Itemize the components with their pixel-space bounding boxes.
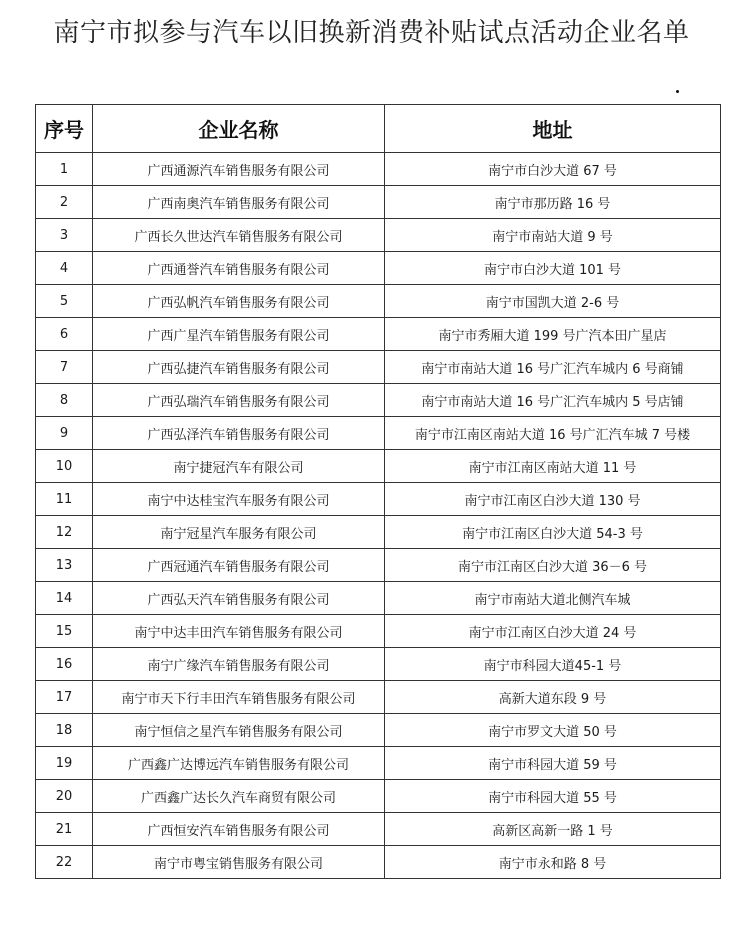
serial-number-cell: 16 [36, 648, 93, 681]
address-cell: 南宁市国凯大道 2-6 号 [385, 285, 721, 318]
address-cell: 南宁市白沙大道 67 号 [385, 153, 721, 186]
stray-dot-mark [676, 90, 679, 93]
serial-number-cell: 10 [36, 450, 93, 483]
address-cell: 南宁市南站大道 9 号 [385, 219, 721, 252]
serial-number-cell: 15 [36, 615, 93, 648]
company-name-cell: 广西鑫广达长久汽车商贸有限公司 [93, 780, 385, 813]
table-row [36, 252, 721, 285]
serial-number-cell: 7 [36, 351, 93, 384]
table-row [36, 648, 721, 681]
serial-number-cell: 21 [36, 813, 93, 846]
table-row [36, 417, 721, 450]
company-name-cell: 广西长久世达汽车销售服务有限公司 [93, 219, 385, 252]
table-row [36, 714, 721, 747]
company-name-cell: 广西冠通汽车销售服务有限公司 [93, 549, 385, 582]
table-row [36, 516, 721, 549]
table-body [36, 153, 721, 879]
serial-number-cell: 12 [36, 516, 93, 549]
address-cell: 高新区高新一路 1 号 [385, 813, 721, 846]
table-row [36, 384, 721, 417]
table-row [36, 285, 721, 318]
header-serial-number: 序号 [36, 105, 93, 153]
address-cell: 南宁市秀厢大道 199 号广汽本田广星店 [385, 318, 721, 351]
company-name-cell: 广西弘帆汽车销售服务有限公司 [93, 285, 385, 318]
company-name-cell: 南宁中达丰田汽车销售服务有限公司 [93, 615, 385, 648]
table-row [36, 483, 721, 516]
address-cell: 南宁市罗文大道 50 号 [385, 714, 721, 747]
serial-number-cell: 6 [36, 318, 93, 351]
table-row [36, 747, 721, 780]
company-name-cell: 广西弘瑞汽车销售服务有限公司 [93, 384, 385, 417]
address-cell: 南宁市江南区南站大道 16 号广汇汽车城 7 号楼 [385, 417, 721, 450]
serial-number-cell: 2 [36, 186, 93, 219]
address-cell: 南宁市江南区白沙大道 36－6 号 [385, 549, 721, 582]
company-name-cell: 南宁广缘汽车销售服务有限公司 [93, 648, 385, 681]
table-header-row [36, 105, 721, 153]
header-address: 地址 [385, 105, 721, 153]
table-row [36, 186, 721, 219]
serial-number-cell: 9 [36, 417, 93, 450]
address-cell: 高新大道东段 9 号 [385, 681, 721, 714]
company-name-cell: 广西弘捷汽车销售服务有限公司 [93, 351, 385, 384]
table-row [36, 153, 721, 186]
serial-number-cell: 8 [36, 384, 93, 417]
address-cell: 南宁市那历路 16 号 [385, 186, 721, 219]
header-company-name: 企业名称 [93, 105, 385, 153]
company-name-cell: 南宁市粤宝销售服务有限公司 [93, 846, 385, 879]
company-name-cell: 广西通誉汽车销售服务有限公司 [93, 252, 385, 285]
address-cell: 南宁市江南区白沙大道 54-3 号 [385, 516, 721, 549]
table-row [36, 813, 721, 846]
address-cell: 南宁市永和路 8 号 [385, 846, 721, 879]
company-name-cell: 广西恒安汽车销售服务有限公司 [93, 813, 385, 846]
serial-number-cell: 5 [36, 285, 93, 318]
address-cell: 南宁市科园大道45-1 号 [385, 648, 721, 681]
table-row [36, 351, 721, 384]
page-title: 南宁市拟参与汽车以旧换新消费补贴试点活动企业名单 [53, 18, 690, 48]
table-row [36, 681, 721, 714]
company-name-cell: 广西南奥汽车销售服务有限公司 [93, 186, 385, 219]
serial-number-cell: 22 [36, 846, 93, 879]
address-cell: 南宁市科园大道 55 号 [385, 780, 721, 813]
serial-number-cell: 18 [36, 714, 93, 747]
serial-number-cell: 1 [36, 153, 93, 186]
company-name-cell: 南宁中达桂宝汽车服务有限公司 [93, 483, 385, 516]
table-row [36, 615, 721, 648]
serial-number-cell: 19 [36, 747, 93, 780]
company-name-cell: 广西弘泽汽车销售服务有限公司 [93, 417, 385, 450]
serial-number-cell: 11 [36, 483, 93, 516]
company-name-cell: 南宁捷冠汽车有限公司 [93, 450, 385, 483]
serial-number-cell: 4 [36, 252, 93, 285]
address-cell: 南宁市白沙大道 101 号 [385, 252, 721, 285]
table-row [36, 582, 721, 615]
table-row [36, 780, 721, 813]
serial-number-cell: 13 [36, 549, 93, 582]
company-name-cell: 广西通源汽车销售服务有限公司 [93, 153, 385, 186]
company-name-cell: 南宁冠星汽车服务有限公司 [93, 516, 385, 549]
address-cell: 南宁市南站大道北侧汽车城 [385, 582, 721, 615]
serial-number-cell: 14 [36, 582, 93, 615]
company-name-cell: 广西鑫广达博远汽车销售服务有限公司 [93, 747, 385, 780]
address-cell: 南宁市南站大道 16 号广汇汽车城内 5 号店铺 [385, 384, 721, 417]
company-name-cell: 南宁市天下行丰田汽车销售服务有限公司 [93, 681, 385, 714]
address-cell: 南宁市科园大道 59 号 [385, 747, 721, 780]
serial-number-cell: 20 [36, 780, 93, 813]
address-cell: 南宁市南站大道 16 号广汇汽车城内 6 号商铺 [385, 351, 721, 384]
address-cell: 南宁市江南区白沙大道 130 号 [385, 483, 721, 516]
table-row [36, 318, 721, 351]
table-row [36, 846, 721, 879]
serial-number-cell: 3 [36, 219, 93, 252]
address-cell: 南宁市江南区南站大道 11 号 [385, 450, 721, 483]
table-row [36, 219, 721, 252]
company-list-table [35, 104, 721, 879]
table-row [36, 450, 721, 483]
serial-number-cell: 17 [36, 681, 93, 714]
address-cell: 南宁市江南区白沙大道 24 号 [385, 615, 721, 648]
table-row [36, 549, 721, 582]
company-name-cell: 广西弘天汽车销售服务有限公司 [93, 582, 385, 615]
company-name-cell: 南宁恒信之星汽车销售服务有限公司 [93, 714, 385, 747]
company-name-cell: 广西广星汽车销售服务有限公司 [93, 318, 385, 351]
